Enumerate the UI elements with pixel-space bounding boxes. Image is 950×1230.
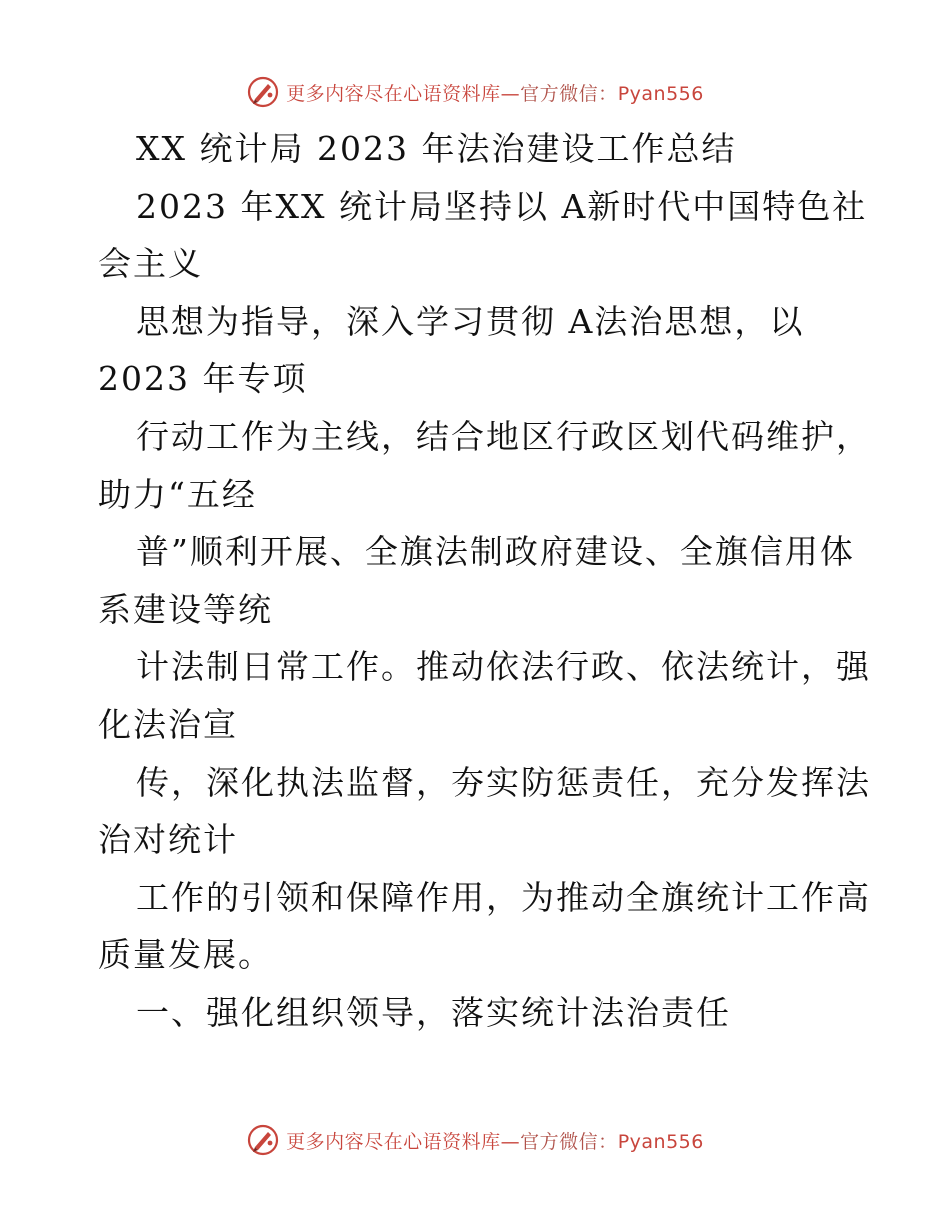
document-line: 质量发展。 — [98, 935, 273, 975]
document-line: 系建设等统 — [98, 589, 273, 629]
pen-logo-icon — [246, 75, 280, 109]
document-line: 助力“五经 — [98, 474, 257, 514]
banner-main-text: 更多内容尽在心语资料库 — [286, 82, 501, 105]
pen-logo-icon — [246, 1123, 280, 1157]
banner-text — [286, 1127, 704, 1154]
document-line: 2023 年XX 统计局坚持以 A新时代中国特色社 — [136, 186, 868, 226]
banner-dash: — — [500, 82, 521, 105]
document-line: 行动工作为主线，结合地区行政区划代码维护， — [136, 416, 871, 456]
banner-text — [286, 79, 704, 106]
document-body — [98, 120, 871, 1042]
document-line: 治对统计 — [98, 820, 238, 860]
banner-account: Pyan556 — [617, 1130, 704, 1153]
header-banner — [0, 72, 950, 112]
footer-banner — [0, 1120, 950, 1160]
document-line: 2023 年专项 — [98, 359, 308, 399]
banner-dash: — — [500, 1130, 521, 1153]
banner-content — [246, 75, 704, 109]
document-line: 化法治宣 — [98, 704, 238, 744]
document-line: 计法制日常工作。推动依法行政、依法统计，强 — [136, 647, 871, 687]
banner-sub-text: 官方微信： — [520, 82, 618, 105]
banner-main-text: 更多内容尽在心语资料库 — [286, 1130, 501, 1153]
document-line: 普”顺利开展、全旗法制政府建设、全旗信用体 — [136, 532, 855, 572]
document-line: 工作的引领和保障作用，为推动全旗统计工作高 — [136, 877, 871, 917]
document-line: 传，深化执法监督，夯实防惩责任，充分发挥法 — [136, 762, 871, 802]
document-line: 思想为指导，深入学习贯彻 A法治思想，以 — [136, 301, 805, 341]
banner-account: Pyan556 — [617, 82, 704, 105]
document-line: 会主义 — [98, 244, 203, 284]
document-line: XX 统计局 2023 年法治建设工作总结 — [136, 129, 737, 168]
banner-content — [246, 1123, 704, 1157]
document-line: 一、强化组织领导，落实统计法治责任 — [136, 992, 731, 1032]
banner-sub-text: 官方微信： — [520, 1130, 618, 1153]
